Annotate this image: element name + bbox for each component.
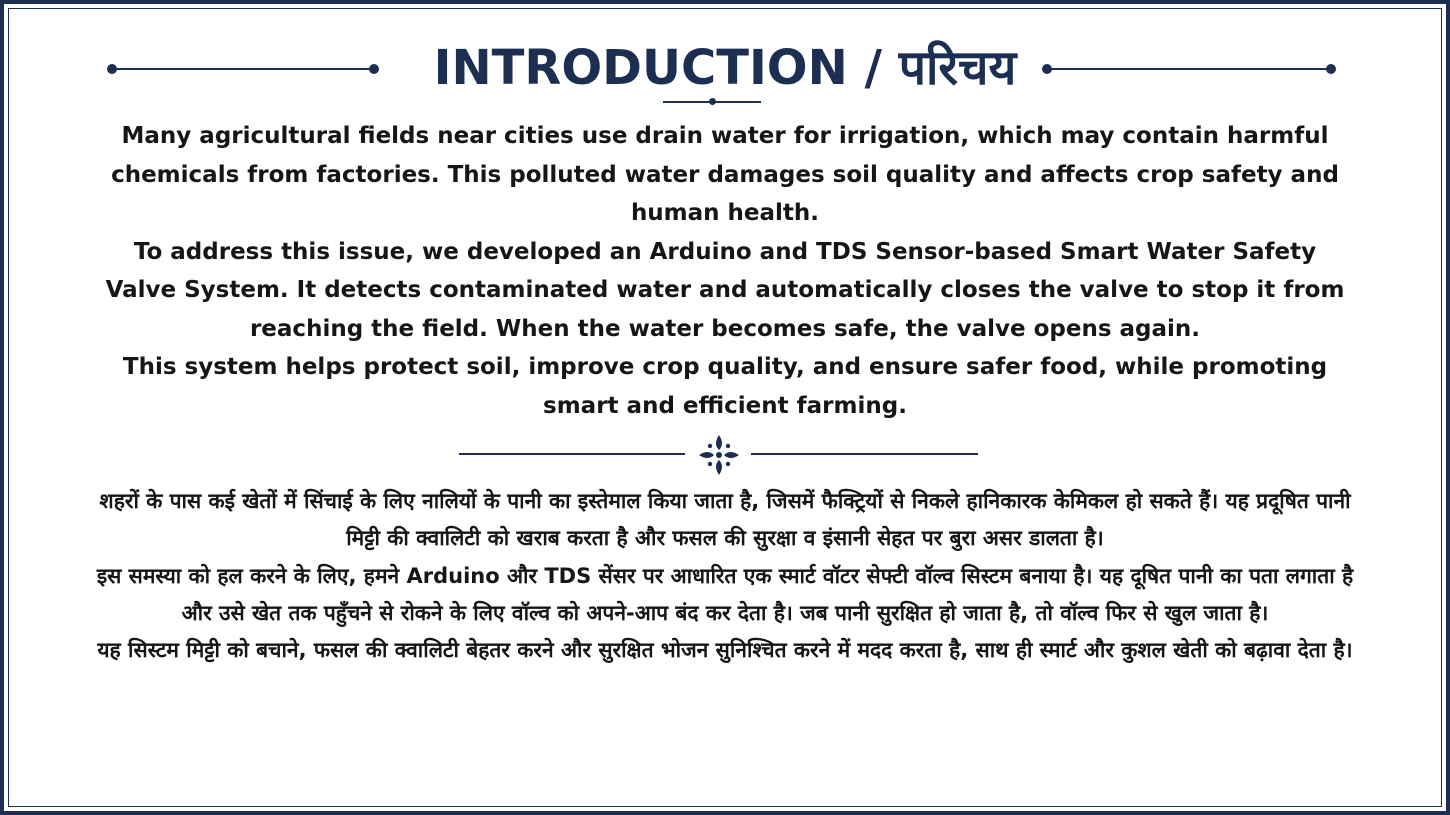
- page-title: INTRODUCTION / परिचय: [433, 40, 1017, 96]
- title-right-rule: [1047, 68, 1331, 70]
- english-intro: [95, 117, 1355, 425]
- hindi-intro: [95, 483, 1355, 669]
- hindi-paragraph: यह सिस्टम मिट्टी को बचाने, फसल की क्वालिटी बेहतर करने और सुरक्षित भोजन सुनिश्चित करने में मदद करता है, साथ ही स्मार्ट और कुशल खेती को बढ़ावा देता है।: [97, 638, 1353, 663]
- hindi-paragraph: इस समस्या को हल करने के लिए, हमने Arduino और TDS सेंसर पर आधारित एक स्मार्ट वॉटर सेफ्टी वॉल्व सिस्टम बनाया है। यह दूषित पानी का पता लगाता है और उसे खेत तक पहुँचने से रोकने के लिए वॉल्व को अपने-आप बंद कर देता है। जब पानी सुरक्षित हो जाता है, तो वॉल्व फिर से खुल जाता है।: [96, 563, 1354, 625]
- section-divider-left: [459, 453, 685, 455]
- hindi-paragraph: शहरों के पास कई खेतों में सिंचाई के लिए नालियों के पानी का इस्तेमाल किया जाता है, जिसमें फैक्ट्रियों से निकले हानिकारक केमिकल हो सकते हैं। यह प्रदूषित पानी मिट्टी की क्वालिटी को खराब करता है और फसल की सुरक्षा व इंसानी सेहत पर बुरा असर डालता है।: [99, 489, 1351, 551]
- title-right-dot: [1326, 64, 1336, 74]
- title-row: [0, 30, 1450, 106]
- english-paragraph: This system helps protect soil, improve crop quality, and ensure safer food, while promoting smart and efficient farming.: [122, 354, 1328, 419]
- english-paragraph: To address this issue, we developed an Arduino and TDS Sensor-based Smart Water Safety Valve System. It detects contaminated water and automatically closes the valve to stop it from reaching the field. When the water becomes safe, the valve opens again.: [105, 238, 1345, 342]
- title-underline-dot: [709, 98, 716, 105]
- english-paragraph: Many agricultural fields near cities use drain water for irrigation, which may contain harmful chemicals from factories. This polluted water damages soil quality and affects crop safety and human health.: [111, 123, 1339, 226]
- flourish-icon: [697, 433, 741, 477]
- section-divider-right: [751, 453, 978, 455]
